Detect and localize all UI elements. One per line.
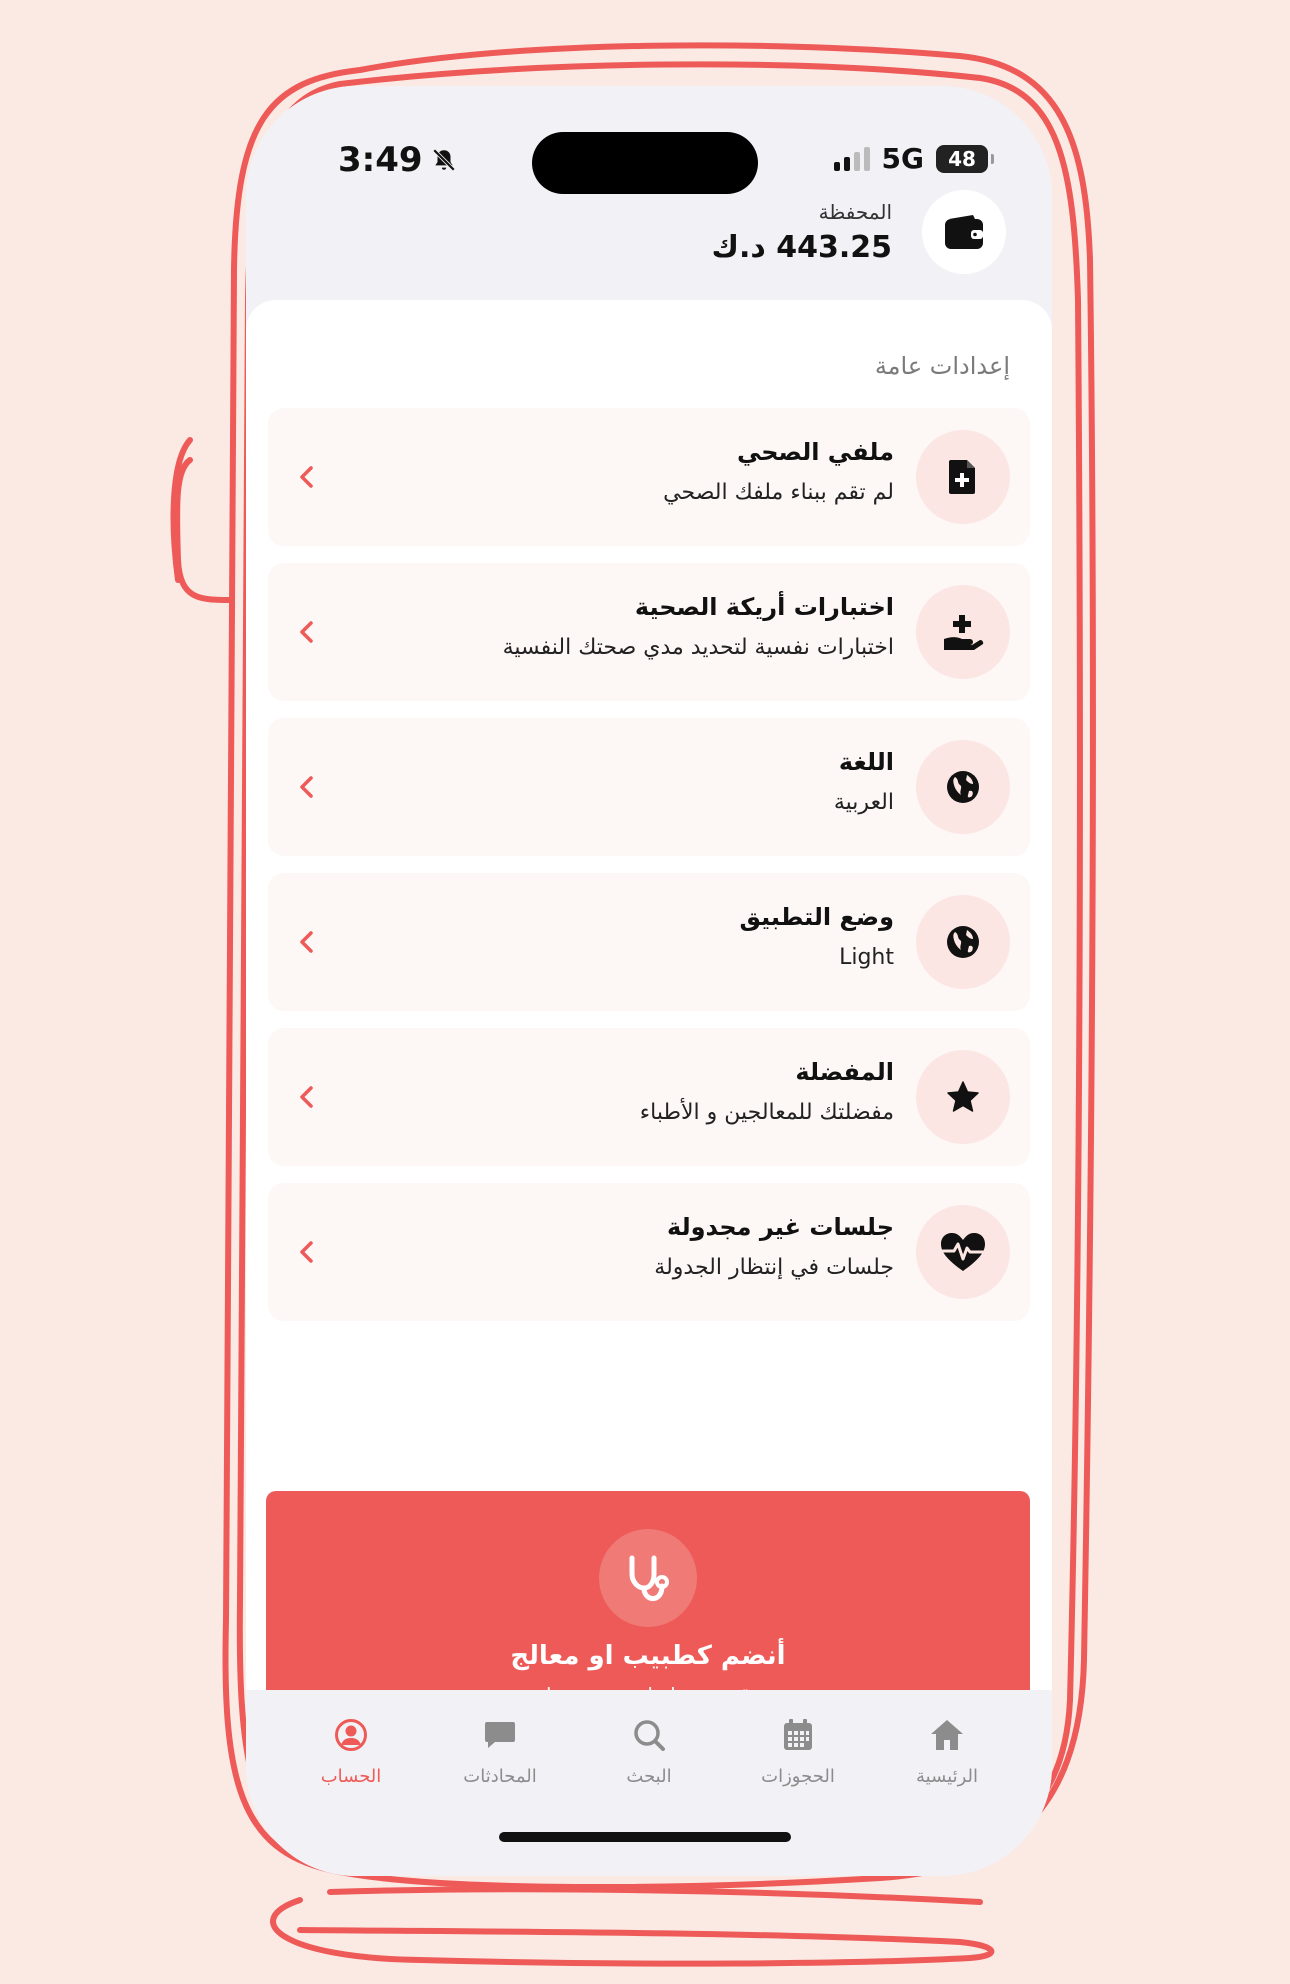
item-text bbox=[740, 903, 895, 970]
signal-icon bbox=[834, 147, 870, 171]
item-text bbox=[503, 593, 894, 660]
status-indicators bbox=[834, 142, 988, 175]
heart-pulse-icon bbox=[939, 1231, 987, 1273]
tab-icon-wrap bbox=[286, 1714, 416, 1756]
tab-icon-wrap bbox=[435, 1714, 565, 1756]
item-icon-circle bbox=[916, 740, 1010, 834]
tab-label: الحجوزات bbox=[761, 1766, 835, 1787]
join-icon-circle bbox=[599, 1529, 697, 1627]
chevron-left-icon bbox=[296, 772, 316, 802]
item-subtitle: جلسات في إنتظار الجدولة bbox=[654, 1255, 894, 1280]
status-bar bbox=[246, 126, 1052, 186]
search-icon bbox=[632, 1718, 666, 1752]
wallet-button[interactable] bbox=[922, 190, 1006, 274]
wallet-header[interactable] bbox=[711, 190, 1006, 274]
settings-item-language[interactable] bbox=[268, 718, 1030, 856]
chevron-left-icon bbox=[296, 927, 316, 957]
user-circle-icon bbox=[334, 1718, 368, 1752]
stethoscope-icon bbox=[620, 1550, 676, 1606]
wallet-info bbox=[711, 200, 892, 265]
tab-account[interactable] bbox=[286, 1714, 416, 1787]
item-title: وضع التطبيق bbox=[739, 903, 894, 931]
tab-search[interactable] bbox=[584, 1714, 714, 1787]
item-icon-circle bbox=[916, 585, 1010, 679]
tab-label: الرئيسية bbox=[916, 1766, 978, 1787]
section-title: إعدادات عامة bbox=[874, 352, 1010, 380]
item-title: جلسات غير مجدولة bbox=[667, 1213, 894, 1241]
wallet-label: المحفظة bbox=[818, 199, 892, 224]
chat-icon bbox=[483, 1718, 517, 1752]
settings-item-app-mode[interactable] bbox=[268, 873, 1030, 1011]
settings-item-favorites[interactable] bbox=[268, 1028, 1030, 1166]
globe-icon bbox=[945, 924, 981, 960]
item-subtitle: مفضلتك للمعالجين و الأطباء bbox=[639, 1100, 894, 1125]
bell-slash-icon bbox=[431, 147, 457, 173]
item-subtitle: اختبارات نفسية لتحديد مدي صحتك النفسية bbox=[502, 635, 894, 660]
settings-panel bbox=[246, 300, 1052, 1690]
globe-icon bbox=[945, 769, 981, 805]
battery-icon bbox=[936, 145, 988, 173]
settings-list bbox=[268, 408, 1030, 1338]
tab-list bbox=[286, 1714, 1012, 1787]
item-text bbox=[663, 438, 894, 505]
join-title: أنضم كطبيب او معالج bbox=[510, 1641, 786, 1671]
item-subtitle: العربية bbox=[833, 790, 894, 815]
hand-plus-icon bbox=[942, 613, 984, 651]
home-indicator bbox=[499, 1832, 791, 1842]
tab-label: الحساب bbox=[320, 1766, 382, 1787]
tab-label: المحادثات bbox=[463, 1766, 537, 1787]
tab-bookings[interactable] bbox=[733, 1714, 863, 1787]
item-text bbox=[834, 748, 894, 815]
item-subtitle: لم تقم ببناء ملفك الصحي bbox=[663, 480, 894, 505]
bottom-tab-bar bbox=[246, 1690, 1052, 1876]
calendar-icon bbox=[782, 1718, 814, 1752]
item-icon-circle bbox=[916, 1050, 1010, 1144]
item-icon-circle bbox=[916, 1205, 1010, 1299]
phone-screen bbox=[246, 86, 1052, 1876]
item-title: اللغة bbox=[838, 748, 894, 776]
tab-label: البحث bbox=[626, 1766, 672, 1787]
tab-icon-wrap bbox=[882, 1714, 1012, 1756]
tab-home[interactable] bbox=[882, 1714, 1012, 1787]
chevron-left-icon bbox=[296, 1082, 316, 1112]
status-time bbox=[338, 140, 457, 180]
settings-item-health-file[interactable] bbox=[268, 408, 1030, 546]
item-icon-circle bbox=[916, 895, 1010, 989]
item-subtitle: Light bbox=[839, 945, 894, 970]
chevron-left-icon bbox=[296, 1237, 316, 1267]
chevron-left-icon bbox=[296, 462, 316, 492]
star-icon bbox=[945, 1079, 981, 1115]
item-text bbox=[654, 1213, 894, 1280]
item-title: المفضلة bbox=[795, 1058, 894, 1086]
status-time-text: 3:49 bbox=[338, 140, 423, 180]
item-title: ملفي الصحي bbox=[736, 438, 894, 466]
dynamic-island bbox=[532, 132, 758, 194]
tab-icon-wrap bbox=[733, 1714, 863, 1756]
medical-file-icon bbox=[947, 458, 979, 496]
item-text bbox=[640, 1058, 894, 1125]
wallet-icon bbox=[943, 213, 985, 251]
tab-icon-wrap bbox=[584, 1714, 714, 1756]
chevron-left-icon bbox=[296, 617, 316, 647]
item-icon-circle bbox=[916, 430, 1010, 524]
network-type: 5G bbox=[881, 142, 924, 175]
tab-chats[interactable] bbox=[435, 1714, 565, 1787]
battery-level: 48 bbox=[948, 146, 976, 171]
settings-item-unscheduled-sessions[interactable] bbox=[268, 1183, 1030, 1321]
settings-item-health-tests[interactable] bbox=[268, 563, 1030, 701]
item-title: اختبارات أريكة الصحية bbox=[634, 593, 894, 621]
wallet-balance: 443.25 د.ك bbox=[711, 229, 892, 265]
home-icon bbox=[929, 1718, 965, 1752]
